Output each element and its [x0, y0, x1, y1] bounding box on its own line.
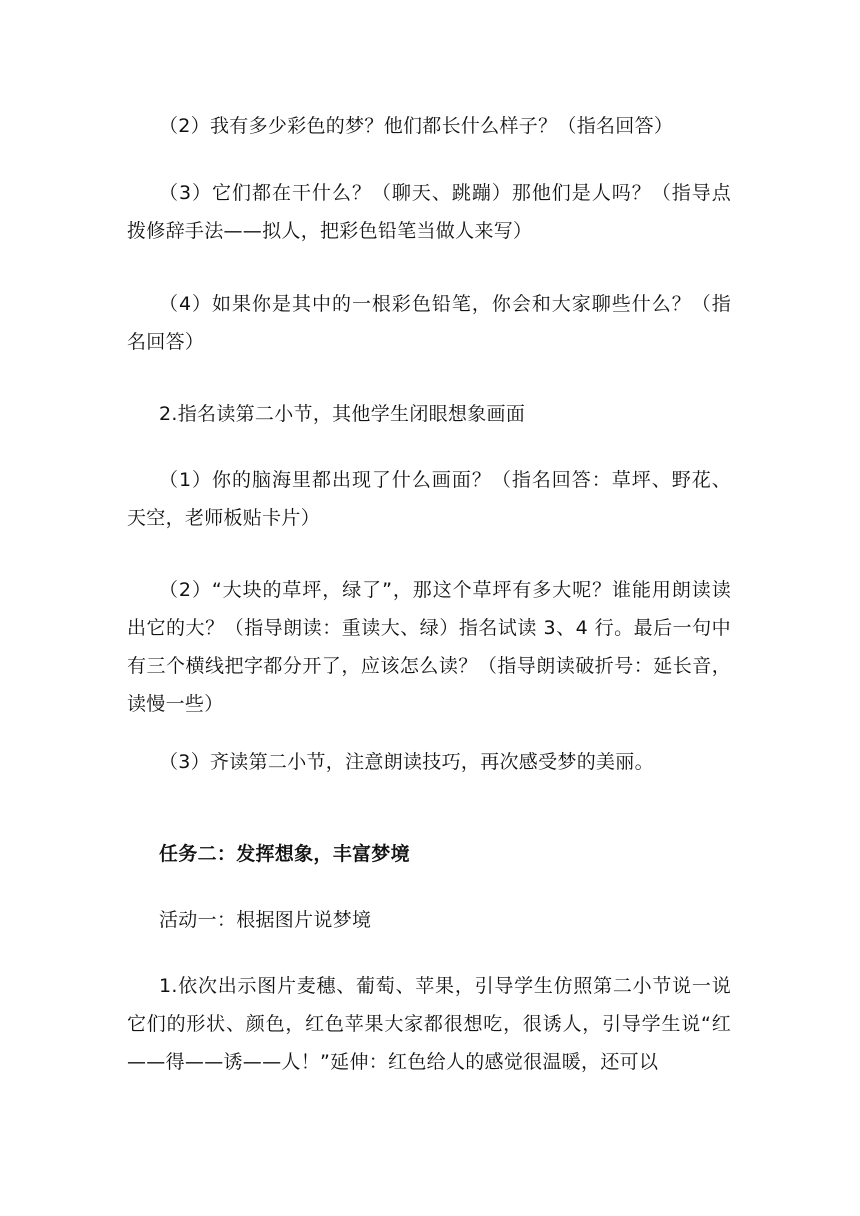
paragraph-sub-3: （3）齐读第二小节，注意朗读技巧，再次感受梦的美丽。 — [159, 751, 654, 773]
section-heading-task-2: 任务二：发挥想象，丰富梦境 — [159, 843, 410, 865]
paragraph-step-2: 2.指名读第二小节，其他学生闭眼想象画面 — [159, 403, 526, 425]
paragraph-question-2: （2）我有多少彩色的梦？他们都长什么样子？（指名回答） — [159, 115, 674, 137]
paragraph-activity-step-1: 1.依次出示图片麦穗、葡萄、苹果，引导学生仿照第二小节说一说它们的形状、颜色，红色苹果大家都很想吃，很诱人，引导学生说“红——得——诱——人！”延伸：红色给人的感觉很温暖，还可以 — [127, 975, 731, 1073]
paragraph-question-4: （4）如果你是其中的一根彩色铅笔，你会和大家聊些什么？（指名回答） — [127, 293, 731, 353]
activity-heading-1: 活动一：根据图片说梦境 — [159, 909, 372, 931]
paragraph-question-3: （3）它们都在干什么？（聊天、跳蹦）那他们是人吗？（指导点拨修辞手法——拟人，把彩色铅笔当做人来写） — [127, 182, 731, 242]
paragraph-sub-1: （1）你的脑海里都出现了什么画面？（指名回答：草坪、野花、天空，老师板贴卡片） — [127, 469, 731, 529]
paragraph-sub-2: （2）“大块的草坪，绿了”，那这个草坪有多大呢？谁能用朗读读出它的大？（指导朗读：重读大、绿）指名试读 3、4 行。最后一句中有三个横线把字都分开了，应该怎么读？（指导朗读破折号：延长音，读慢一些） — [127, 579, 731, 715]
